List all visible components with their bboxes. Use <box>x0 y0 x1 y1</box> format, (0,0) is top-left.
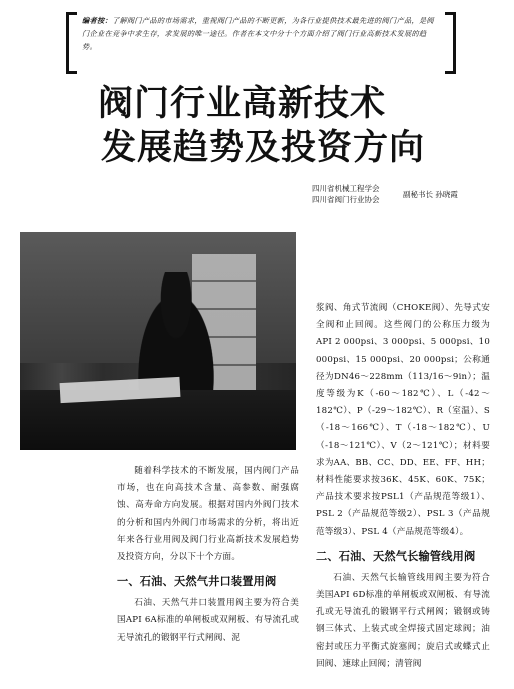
author-org1: 四川省机械工程学会 <box>312 184 380 193</box>
section-heading-1: 一、石油、天然气井口装置用阀 <box>117 575 277 589</box>
author-orgs <box>312 183 380 205</box>
bracket-right <box>445 12 456 74</box>
bracket-left <box>66 12 77 74</box>
author-name: 副秘书长 孙晓霞 <box>403 190 458 199</box>
section-1-paragraph: 石油、天然气井口装置用阀主要为符合美国API 6A标准的单闸板或双闸板、有导流孔或无导流孔的锻钢平行式闸阀、泥 <box>117 598 299 643</box>
section-heading-2: 二、石油、天然气长输管线用阀 <box>316 549 476 563</box>
editor-note <box>82 14 438 53</box>
author-org2: 四川省阀门行业协会 <box>312 195 380 204</box>
article-title-line1: 阀门行业高新技术 <box>98 84 387 124</box>
article-title-line2: 发展趋势及投资方向 <box>101 128 426 168</box>
continued-paragraph: 浆阀、角式节流阀（CHOKE阀）、先导式安全阀和止回阀。这些阀门的公称压力级为API 2 000psi、3 000psi、5 000psi、10 000psi、15 000psi、20 000psi；公称通径为DN46～228mm（113/16～9in）；温度等级为K（-60～182℃）、L（-42～182℃）、P（-29～182℃）、R（室温）、S（-18～166℃）、T（-18～182℃）、U（-18～121℃）、V（2～121℃）；材料要求为AA、BB、CC、DD、EE、FF、HH；材料性能要求按36K、45K、60K、75K；产品技术要求按PSL1（产品规范等级1）、PSL 2（产品规范等级2）、PSL 3（产品规范等级3）、PSL 4（产品规范等级4）。 <box>316 303 490 537</box>
editor-note-text: 了解阀门产品的市场需求，重视阀门产品的不断更新，为各行业提供技术最先进的阀门产品，是阀门企业在竞争中求生存，求发展的唯一途径。作者在本文中分十个方面介绍了阀门行业高新技术发展的趋势。 <box>82 16 434 51</box>
editor-note-label: 编者按： <box>82 16 112 25</box>
right-column <box>316 300 490 673</box>
intro-paragraph: 随着科学技术的不断发展，国内阀门产品市场，也在向高技术含量、高参数、耐强腐蚀、高寿命方向发展。根据对国内外阀门技术的分析和国内外阀门市场需求的分析，将出近年来各行业用阀及阀门行业高新技术发展趋势及投资方向，分以下十个方面。 <box>117 466 299 563</box>
left-column <box>117 463 299 647</box>
author-photo <box>20 232 296 450</box>
section-2-paragraph: 石油、天然气长输管线用阀主要为符合美国API 6D标准的单闸板或双闸板、有导流孔或无导流孔的锻钢平行式闸阀；锻钢或铸钢三体式、上装式或全焊接式固定球阀；油密封或压力平衡式旋塞阀；旋启式或蝶式止回阀、速球止回阀；清管阀 <box>316 572 490 669</box>
